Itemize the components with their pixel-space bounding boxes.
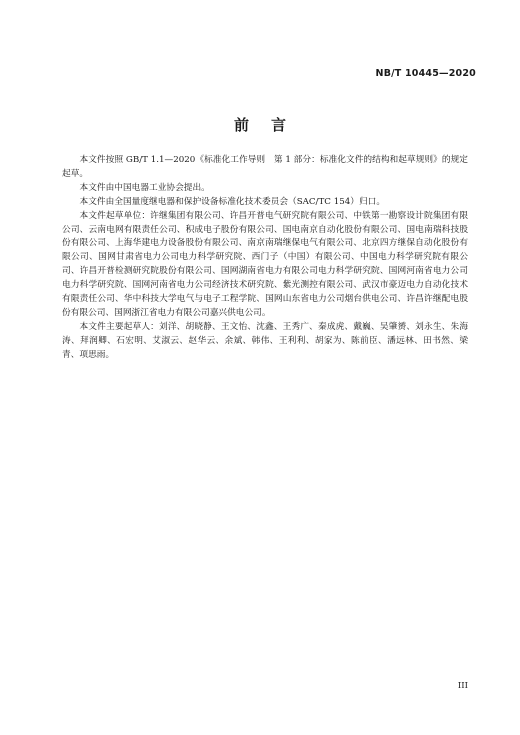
- paragraph-drafting-organizations: 本文件起草单位：许继集团有限公司、许昌开普电气研究院有限公司、中铁第一勘察设计院集团有限公司、云南电网有限责任公司、积成电子股份有限公司、国电南京自动化股份有限公司、国电南瑞科技股份有限公司、上海华建电力设备股份有限公司、南京南瑞继保电气有限公司、北京四方继保自动化股份有限公司、国网甘肃省电力公司电力科学研究院、西门子（中国）有限公司、中国电力科学研究院有限公司、许昌开普检测研究院股份有限公司、国网湖南省电力有限公司电力科学研究院、国网河南省电力公司电力科学研究院、国网河南省电力公司经济技术研究院、紫光测控有限公司、武汉市豪迈电力自动化技术有限责任公司、华中科技大学电气与电子工程学院、国网山东省电力公司烟台供电公司、许昌许继配电股份有限公司、国网浙江省电力有限公司嘉兴供电公司。: [62, 210, 468, 318]
- paragraph-drafting-rules: 本文件按照 GB/T 1.1—2020《标准化工作导则 第 1 部分：标准化文件的结构和起草规则》的规定起草。: [62, 155, 468, 179]
- page-title: 前言: [233, 116, 308, 134]
- paragraph-technical-committee: 本文件由全国量度继电器和保护设备标准化技术委员会（SAC/TC 154）归口。: [79, 196, 386, 207]
- foreword-body: [62, 154, 468, 363]
- standard-number: NB/T 10445—2020: [375, 68, 476, 79]
- paragraph-drafters: 本文件主要起草人：刘洋、胡晓静、王文怡、沈鑫、王秀广、秦成虎、戴巍、吴肇赟、刘永生、朱海涛、拜润卿、石宏明、艾淑云、赵华云、余斌、韩伟、王利利、胡家为、陈前臣、潘远林、田书然、梁青、项思雨。: [62, 321, 468, 360]
- paragraph-proposer: 本文件由中国电器工业协会提出。: [79, 182, 210, 193]
- page-number: III: [457, 681, 468, 691]
